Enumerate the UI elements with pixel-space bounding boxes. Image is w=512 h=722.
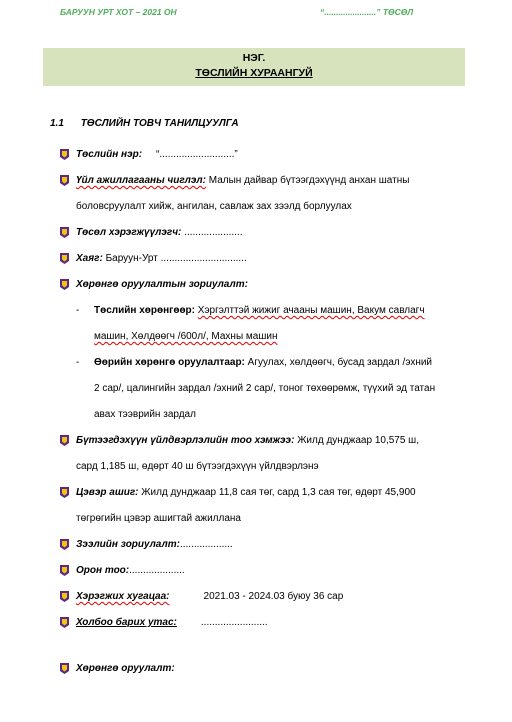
diamond-bullet-icon (58, 538, 71, 551)
activity-label: Үйл ажиллагааны чиглэл: (76, 175, 206, 186)
diamond-bullet-icon (58, 434, 71, 447)
production-value: Жилд дунджаар 10,575 ш, (297, 435, 419, 446)
list-item-implementer (58, 220, 488, 246)
location-value: .................... (129, 565, 185, 576)
activity-value: Малын дайвар бүтээгдэхүүнд анхан шатны (208, 175, 410, 186)
diamond-bullet-icon (58, 616, 71, 629)
sub-item-own-investment (76, 350, 486, 428)
dash-bullet: - (76, 357, 80, 368)
list-item-activity (58, 168, 488, 220)
own-investment-value: Агуулах, хөлдөөгч, бусад зардал /эхний (247, 357, 433, 368)
diamond-bullet-icon (58, 174, 71, 187)
list-item-address (58, 246, 488, 272)
activity-value-cont: боловсруулалт хийж, ангилан, савлаж зах зээлд борлуулах (76, 201, 352, 212)
list-item-loan-purpose (58, 532, 488, 558)
production-label: Бүтээгдэхүүн үйлдвэрлэлийн тоо хэмжээ: (76, 435, 295, 446)
chapter-heading-box (43, 48, 465, 86)
diamond-bullet-icon (58, 590, 71, 603)
dash-bullet: - (76, 305, 80, 316)
diamond-bullet-icon (58, 148, 71, 161)
section-title: ТӨСЛИЙН ТОВЧ ТАНИЛЦУУЛГА (80, 118, 239, 129)
diamond-bullet-icon (58, 564, 71, 577)
list-item-net-profit (58, 480, 488, 532)
diamond-bullet-icon (58, 662, 71, 675)
diamond-bullet-icon (58, 278, 71, 291)
location-label: Орон тоо: (76, 565, 130, 576)
investment-label: Хөрөнгө оруулалт: (76, 663, 175, 674)
implementer-label: Төсөл хэрэгжүүлэгч: (76, 227, 182, 238)
diamond-bullet-icon (58, 486, 71, 499)
net-profit-value: Жилд дунджаар 11,8 сая төг, сард 1,3 сая төг, өдөрт 45,900 (141, 487, 416, 498)
net-profit-value-cont: төгрөгийн цэвэр ашигтай ажиллана (76, 513, 241, 524)
list-item-investment-purpose (58, 272, 488, 298)
project-assets-value: Хэргэлттэй жижиг ачааны машин, Вакум савлагч (197, 305, 425, 316)
list-item-production (58, 428, 488, 480)
list-item-duration (58, 584, 488, 610)
net-profit-label: Цэвэр ашиг: (76, 487, 139, 498)
loan-purpose-label: Зээлийн зориулалт: (76, 539, 180, 550)
sub-item-project-assets (76, 298, 486, 350)
loan-purpose-value: ................... (179, 539, 233, 550)
chapter-title: ТӨСЛИЙН ХУРААНГУЙ (195, 67, 313, 79)
investment-purpose-label: Хөрөнгө оруулалтын зориулалт: (76, 279, 248, 290)
address-value: Баруун-Урт ............................... (105, 253, 247, 264)
contact-label: Холбоо барих утас: (76, 617, 177, 628)
address-label: Хаяг: (76, 253, 103, 264)
project-name-label: Төслийн нэр: (76, 149, 143, 160)
diamond-bullet-icon (58, 226, 71, 239)
running-header-right: “......................” ТӨСӨЛ (320, 7, 414, 17)
duration-label: Хэрэгжих хугацаа: (76, 591, 170, 602)
project-name-value: “...........................” (156, 149, 238, 160)
chapter-number: НЭГ. (242, 52, 266, 64)
running-header-left: БАРУУН УРТ ХОТ – 2021 ОН (60, 7, 177, 17)
section-heading (50, 118, 239, 129)
project-assets-value-cont: машин, Хөлдөөгч /600л/, Махны машин (94, 331, 278, 342)
own-investment-value-cont2: авах тээврийн зардал (94, 409, 196, 420)
contact-value: ........................ (200, 617, 268, 628)
list-item-contact (58, 610, 488, 636)
production-value-cont: сард 1,185 ш, өдөрт 40 ш бүтээгдэхүүн үйлдвэрлэнэ (76, 461, 319, 472)
implementer-value: ..................... (184, 227, 243, 238)
project-assets-label: Төслийн хөрөнгөөр: (94, 305, 195, 316)
section-number: 1.1 (50, 118, 64, 129)
diamond-bullet-icon (58, 252, 71, 265)
own-investment-value-cont: 2 сар/, цалингийн зардал /эхний 2 сар/, тоног төхөөрөмж, түүхий эд татан (94, 383, 436, 394)
own-investment-label: Өөрийн хөрөнгө оруулалтаар: (94, 357, 245, 368)
duration-value: 2021.03 - 2024.03 буюу 36 сар (203, 591, 344, 602)
list-item-investment (58, 656, 488, 682)
list-item-location (58, 558, 488, 584)
list-item-project-name (58, 142, 488, 168)
